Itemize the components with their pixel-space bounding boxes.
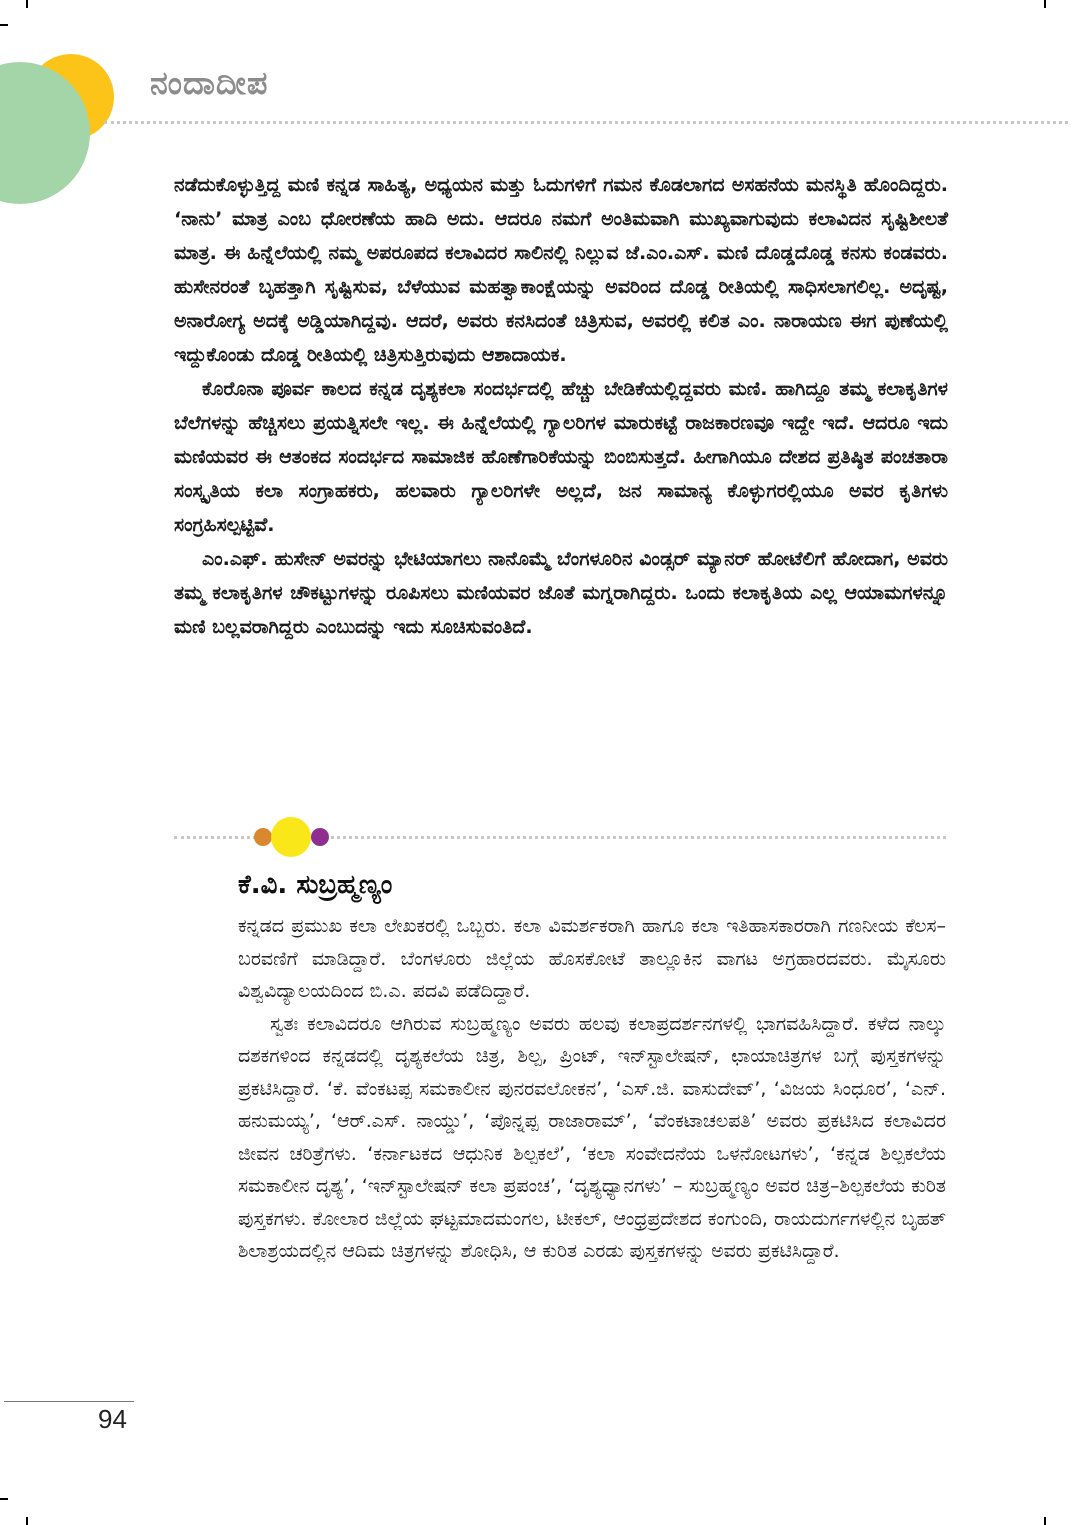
crop-mark-bottom-right	[1044, 1517, 1046, 1525]
crop-mark-left-lower	[0, 1498, 8, 1500]
running-header-title: ನಂದಾದೀಪ	[150, 64, 269, 102]
crop-mark-left-upper	[0, 24, 8, 26]
author-name: ಕೆ.ವಿ. ಸುಬ್ರಹ್ಮಣ್ಯಂ	[238, 870, 393, 900]
decorative-yellow-dot	[271, 817, 311, 857]
author-bio	[238, 866, 946, 1268]
crop-mark-top-left	[26, 0, 28, 8]
crop-mark-bottom-left	[26, 1517, 28, 1525]
page-number: 94	[98, 1404, 127, 1434]
body-paragraph: ಎಂ.ಎಫ್. ಹುಸೇನ್ ಅವರನ್ನು ಭೇಟಿಯಾಗಲು ನಾನೊಮ್ಮೆ ಬೆಂಗಳೂರಿನ ವಿಂಡ್ಸರ್ ಮ್ಯಾನರ್ ಹೋಟೆಲಿಗೆ ಹೋದಾಗ, ಅವರು ತಮ್ಮ ಕಲಾಕೃತಿಗಳ ಚೌಕಟ್ಟುಗಳನ್ನು ರೂಪಿಸಲು ಮಣಿಯವರ ಜೊತೆ ಮಗ್ನರಾಗಿದ್ದರು. ಒಂದು ಕಲಾಕೃತಿಯ ಎಲ್ಲ ಆಯಾಮಗಳನ್ನೂ ಮಣಿ ಬಲ್ಲವರಾಗಿದ್ದರು ಎಂಬುದನ್ನು ಇದು ಸೂಚಿಸುವಂತಿದೆ.	[174, 548, 948, 638]
bio-paragraph: ಕನ್ನಡದ ಪ್ರಮುಖ ಕಲಾ ಲೇಖಕರಲ್ಲಿ ಒಬ್ಬರು. ಕಲಾ ವಿಮರ್ಶಕರಾಗಿ ಹಾಗೂ ಕಲಾ ಇತಿಹಾಸಕಾರರಾಗಿ ಗಣನೀಯ ಕೆಲಸ–ಬರವಣಿಗೆ ಮಾಡಿದ್ದಾರೆ. ಬೆಂಗಳೂರು ಜಿಲ್ಲೆಯ ಹೊಸಕೋಟೆ ತಾಲ್ಲೂಕಿನ ವಾಗಟ ಅಗ್ರಹಾರದವರು. ಮೈಸೂರು ವಿಶ್ವವಿದ್ಯಾಲಯದಿಂದ ಬಿ.ಎ. ಪದವಿ ಪಡೆದಿದ್ದಾರೆ.	[238, 915, 946, 1002]
decorative-orange-dot	[254, 828, 272, 846]
crop-mark-top-right	[1044, 0, 1046, 8]
header-dotted-rule	[104, 121, 1068, 124]
body-paragraph: ನಡೆದುಕೊಳ್ಳುತ್ತಿದ್ದ ಮಣಿ ಕನ್ನಡ ಸಾಹಿತ್ಯ, ಅಧ್ಯಯನ ಮತ್ತು ಓದುಗಳಿಗೆ ಗಮನ ಕೊಡಲಾಗದ ಅಸಹನೆಯ ಮನಸ್ಥಿತಿ ಹೊಂದಿದ್ದರು. ‘ನಾನು’ ಮಾತ್ರ ಎಂಬ ಧೋರಣೆಯ ಹಾದಿ ಅದು. ಆದರೂ ನಮಗೆ ಅಂತಿಮವಾಗಿ ಮುಖ್ಯವಾಗುವುದು ಕಲಾವಿದನ ಸೃಷ್ಟಿಶೀಲತೆ ಮಾತ್ರ. ಈ ಹಿನ್ನೆಲೆಯಲ್ಲಿ ನಮ್ಮ ಅಪರೂಪದ ಕಲಾವಿದರ ಸಾಲಿನಲ್ಲಿ ನಿಲ್ಲುವ ಜೆ.ಎಂ.ಎಸ್. ಮಣಿ ದೊಡ್ಡದೊಡ್ಡ ಕನಸು ಕಂಡವರು. ಹುಸೇನರಂತೆ ಬೃಹತ್ತಾಗಿ ಸೃಷ್ಟಿಸುವ, ಬೆಳೆಯುವ ಮಹತ್ವಾಕಾಂಕ್ಷೆಯನ್ನು ಅವರಿಂದ ದೊಡ್ಡ ರೀತಿಯಲ್ಲಿ ಸಾಧಿಸಲಾಗಲಿಲ್ಲ. ಅದೃಷ್ಟ, ಅನಾರೋಗ್ಯ ಅದಕ್ಕೆ ಅಡ್ಡಿಯಾಗಿದ್ದವು. ಆದರೆ, ಅವರು ಕನಸಿದಂತೆ ಚಿತ್ರಿಸುವ, ಅವರಲ್ಲಿ ಕಲಿತ ಎಂ. ನಾರಾಯಣ ಈಗ ಪುಣೆಯಲ್ಲಿ ಇದ್ದುಕೊಂಡು ದೊಡ್ಡ ರೀತಿಯಲ್ಲಿ ಚಿತ್ರಿಸುತ್ತಿರುವುದು ಆಶಾದಾಯಕ.	[174, 174, 948, 366]
decorative-purple-dot	[311, 828, 329, 846]
footer-rule	[4, 1401, 134, 1402]
body-paragraph: ಕೊರೊನಾ ಪೂರ್ವ ಕಾಲದ ಕನ್ನಡ ದೃಶ್ಯಕಲಾ ಸಂದರ್ಭದಲ್ಲಿ ಹೆಚ್ಚು ಬೇಡಿಕೆಯಲ್ಲಿದ್ದವರು ಮಣಿ. ಹಾಗಿದ್ದೂ ತಮ್ಮ ಕಲಾಕೃತಿಗಳ ಬೆಲೆಗಳನ್ನು ಹೆಚ್ಚಿಸಲು ಪ್ರಯತ್ನಿಸಲೇ ಇಲ್ಲ. ಈ ಹಿನ್ನೆಲೆಯಲ್ಲಿ ಗ್ಯಾಲರಿಗಳ ಮಾರುಕಟ್ಟೆ ರಾಜಕಾರಣವೂ ಇದ್ದೇ ಇದೆ. ಆದರೂ ಇದು ಮಣಿಯವರ ಈ ಆತಂಕದ ಸಂದರ್ಭದ ಸಾಮಾಜಿಕ ಹೊಣೆಗಾರಿಕೆಯನ್ನು ಬಿಂಬಿಸುತ್ತದೆ. ಹೀಗಾಗಿಯೂ ದೇಶದ ಪ್ರತಿಷ್ಠಿತ ಪಂಚತಾರಾ ಸಂಸ್ಕೃತಿಯ ಕಲಾ ಸಂಗ್ರಾಹಕರು, ಹಲವಾರು ಗ್ಯಾಲರಿಗಳೇ ಅಲ್ಲದೆ, ಜನ ಸಾಮಾನ್ಯ ಕೊಳ್ಳುಗರಲ್ಲಿಯೂ ಅವರ ಕೃತಿಗಳು ಸಂಗ್ರಹಿಸಲ್ಪಟ್ಟಿವೆ.	[174, 378, 948, 536]
bio-paragraph: ಸ್ವತಃ ಕಲಾವಿದರೂ ಆಗಿರುವ ಸುಬ್ರಹ್ಮಣ್ಯಂ ಅವರು ಹಲವು ಕಲಾಪ್ರದರ್ಶನಗಳಲ್ಲಿ ಭಾಗವಹಿಸಿದ್ದಾರೆ. ಕಳೆದ ನಾಲ್ಕು ದಶಕಗಳಿಂದ ಕನ್ನಡದಲ್ಲಿ ದೃಶ್ಯಕಲೆಯ ಚಿತ್ರ, ಶಿಲ್ಪ, ಪ್ರಿಂಟ್, ಇನ್‌ಸ್ಟಾಲೇಷನ್, ಛಾಯಾಚಿತ್ರಗಳ ಬಗ್ಗೆ ಪುಸ್ತಕಗಳನ್ನು ಪ್ರಕಟಿಸಿದ್ದಾರೆ. ‘ಕೆ. ವೆಂಕಟಪ್ಪ ಸಮಕಾಲೀನ ಪುನರವಲೋಕನ’, ‘ಎಸ್.ಜಿ. ವಾಸುದೇವ್’, ‘ವಿಜಯ ಸಿಂಧೂರ’, ‘ಎನ್. ಹನುಮಯ್ಯ’, ‘ಆರ್.ಎಸ್. ನಾಯ್ಡು’, ‘ಪೊನ್ನಪ್ಪ ರಾಜಾರಾಮ್’, ‘ವೆಂಕಟಾಚಲಪತಿ’ ಅವರು ಪ್ರಕಟಿಸಿದ ಕಲಾವಿದರ ಜೀವನ ಚರಿತ್ರೆಗಳು. ‘ಕರ್ನಾಟಕದ ಆಧುನಿಕ ಶಿಲ್ಪಕಲೆ’, ‘ಕಲಾ ಸಂವೇದನೆಯ ಒಳನೋಟಗಳು’, ‘ಕನ್ನಡ ಶಿಲ್ಪಕಲೆಯ ಸಮಕಾಲೀನ ದೃಶ್ಯ’, ‘ಇನ್‌ಸ್ಟಾಲೇಷನ್ ಕಲಾ ಪ್ರಪಂಚ’, ‘ದೃಶ್ಯಧ್ಯಾನಗಳು’ – ಸುಬ್ರಹ್ಮಣ್ಯಂ ಅವರ ಚಿತ್ರ–ಶಿಲ್ಪಕಲೆಯ ಕುರಿತ ಪುಸ್ತಕಗಳು. ಕೋಲಾರ ಜಿಲ್ಲೆಯ ಘಟ್ಟಮಾದಮಂಗಲ, ಟೀಕಲ್, ಆಂಧ್ರಪ್ರದೇಶದ ಕಂಗುಂದಿ, ರಾಯದುರ್ಗಗಳಲ್ಲಿನ ಬೃಹತ್ ಶಿಲಾಶ್ರಯದಲ್ಲಿನ ಆದಿಮ ಚಿತ್ರಗಳನ್ನು ಶೋಧಿಸಿ, ಆ ಕುರಿತ ಎರಡು ಪುಸ್ತಕಗಳನ್ನು ಅವರು ಪ್ರಕಟಿಸಿದ್ದಾರೆ.	[238, 1012, 946, 1262]
article-body	[174, 168, 948, 644]
